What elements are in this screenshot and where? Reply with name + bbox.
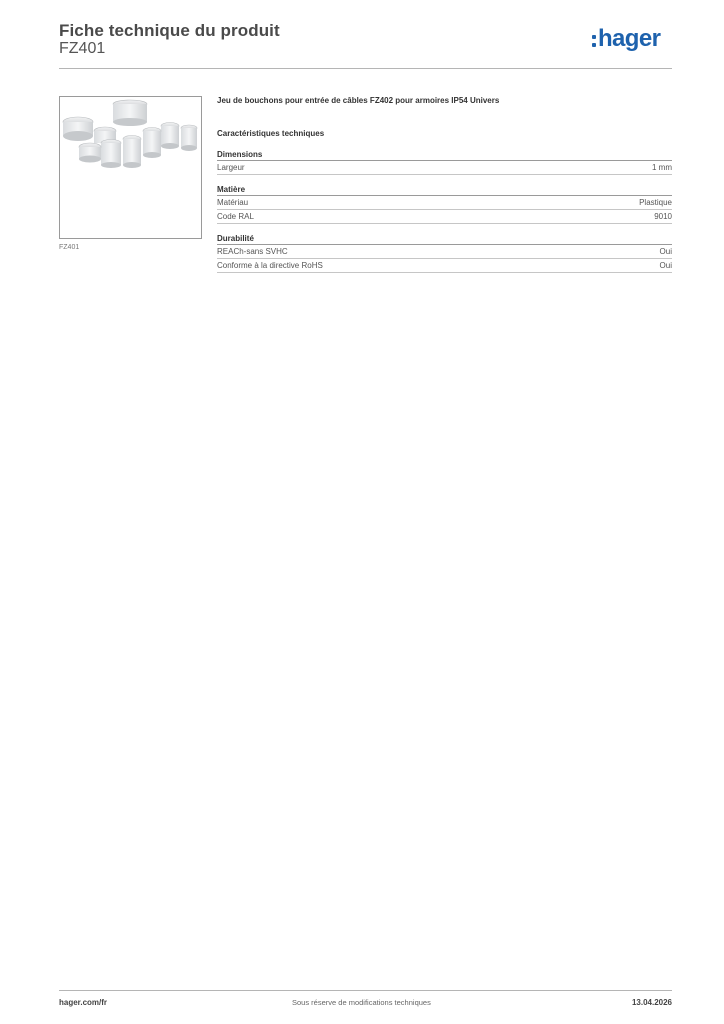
logo-wordmark: hager: [598, 25, 661, 52]
spec-label: Code RAL: [217, 212, 254, 221]
spec-value: Plastique: [639, 198, 672, 207]
spec-group-material: [217, 185, 672, 224]
spec-value: 9010: [654, 212, 672, 221]
spec-row: [217, 196, 672, 210]
product-image: [59, 96, 202, 239]
footer-notice: Sous réserve de modifications techniques: [292, 998, 431, 1007]
product-code: FZ401: [59, 40, 106, 57]
spec-label: Largeur: [217, 163, 245, 172]
spec-label: REACh-sans SVHC: [217, 247, 288, 256]
spec-label: Matériau: [217, 198, 249, 207]
logo-colon-icon: [592, 35, 597, 51]
cable-plugs-illustration: [60, 97, 201, 238]
group-title: Matière: [217, 185, 672, 196]
product-description: Jeu de bouchons pour entrée de câbles FZ402 pour armoires IP54 Univers: [217, 96, 500, 105]
hager-logo: [592, 27, 674, 57]
group-title: Dimensions: [217, 150, 672, 161]
spec-row: [217, 245, 672, 259]
group-title: Durabilité: [217, 234, 672, 245]
spec-value: Oui: [659, 261, 672, 270]
page-title: Fiche technique du produit: [59, 21, 280, 40]
spec-value: Oui: [659, 247, 672, 256]
spec-group-dimensions: [217, 150, 672, 175]
footer-website-link[interactable]: hager.com/fr: [59, 998, 108, 1007]
spec-row: [217, 161, 672, 175]
footer-divider: [59, 990, 672, 991]
section-heading: Caractéristiques techniques: [217, 129, 325, 138]
footer-date: 13.04.2026: [631, 998, 672, 1007]
spec-content: [217, 96, 672, 283]
image-caption: FZ401: [59, 244, 80, 251]
spec-group-durability: [217, 234, 672, 273]
spec-label: Conforme à la directive RoHS: [217, 261, 323, 270]
header-divider: [59, 68, 672, 69]
spec-value: 1 mm: [652, 163, 672, 172]
spec-row: [217, 259, 672, 273]
spec-row: [217, 210, 672, 224]
